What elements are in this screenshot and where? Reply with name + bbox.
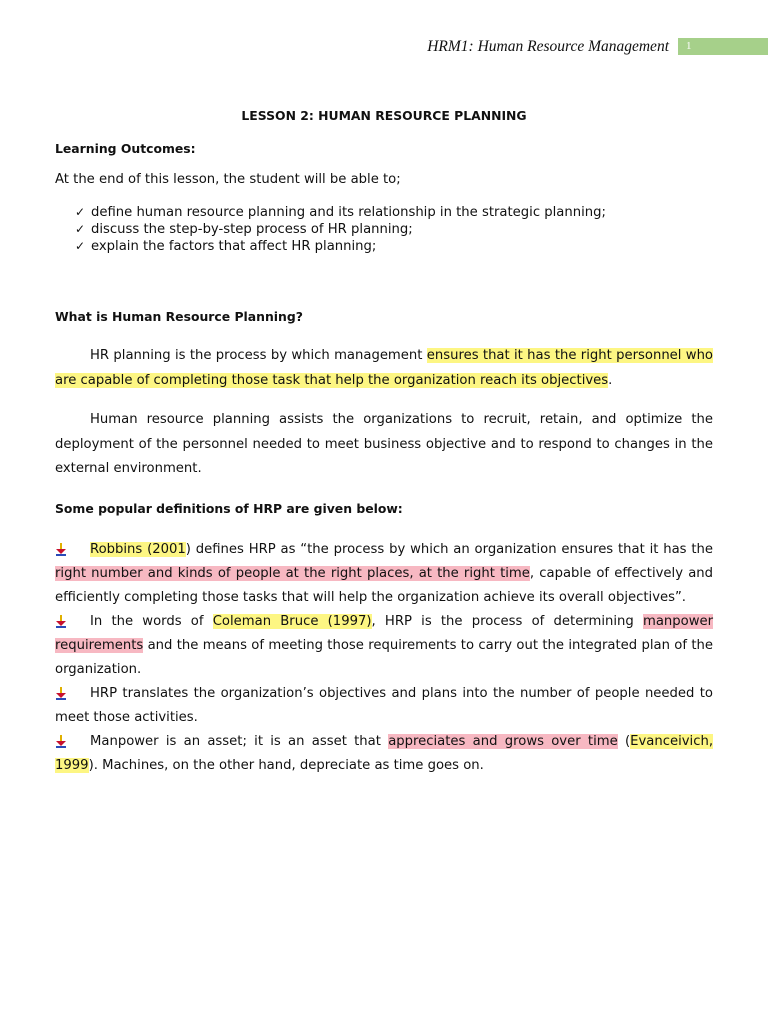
list-item	[75, 204, 606, 221]
learning-outcomes-list	[75, 204, 606, 255]
header-title: HRM1: Human Resource Management	[427, 38, 669, 55]
highlighted-text: Coleman Bruce (1997)	[212, 614, 372, 629]
highlighted-text: manpower requirements	[55, 614, 714, 653]
text-run: ). Machines, on the other hand, depreciate as time goes on.	[88, 758, 484, 773]
page-number: 1	[686, 40, 692, 52]
definition-item-coleman	[55, 610, 713, 682]
text-run: HR planning is the process by which management	[90, 348, 427, 363]
text-run: ) defines HRP as “the process by which an organization ensures that it has the	[185, 542, 713, 557]
highlighted-text: Robbins (2001	[90, 542, 186, 557]
highlighted-text: appreciates and grows over time	[388, 734, 618, 749]
definitions-list	[55, 538, 713, 778]
arrow-bullet-icon	[55, 615, 67, 628]
highlighted-text: right number and kinds of people at the right places, at the right time	[55, 566, 530, 581]
check-icon: ✓	[75, 222, 86, 236]
learning-outcomes-intro: At the end of this lesson, the student will be able to;	[55, 172, 401, 187]
arrow-bullet-icon	[55, 543, 67, 556]
text-run: , capable of effectively and efficiently completing those tasks that will help the organization achieve its overall objectives”.	[55, 566, 713, 605]
arrow-bullet-icon	[55, 687, 67, 700]
list-item-text: define human resource planning and its relationship in the strategic planning;	[91, 205, 606, 220]
text-run: Manpower is an asset; it is an asset that	[90, 734, 389, 749]
definition-item-manpower	[55, 730, 713, 778]
list-item-text: explain the factors that affect HR planning;	[91, 239, 377, 254]
check-icon: ✓	[75, 239, 86, 253]
hrp-purpose-paragraph: Human resource planning assists the organizations to recruit, retain, and optimize the deployment of the personnel needed to meet business objective and to respond to changes in the external environment.	[55, 412, 713, 476]
definition-item-hrp-translates	[55, 682, 713, 730]
definitions-heading: Some popular definitions of HRP are given below:	[55, 501, 403, 516]
text-run: (	[617, 734, 631, 749]
highlighted-text: ensures that it has the right personnel who are capable of completing those task that help the organization reach its objectives	[55, 348, 713, 388]
definition-item-robbins	[55, 538, 713, 610]
text-run: .	[608, 372, 613, 388]
page-number-tab	[678, 38, 768, 55]
text-run: and the means of meeting those requirements to carry out the integrated plan of the organization.	[55, 638, 713, 677]
text-run: , HRP is the process of determining	[371, 614, 643, 629]
highlighted-text: Evanceivich, 1999	[55, 734, 714, 773]
learning-outcomes-heading: Learning Outcomes:	[55, 141, 196, 156]
list-item	[75, 221, 606, 238]
what-is-hrp-heading: What is Human Resource Planning?	[55, 309, 303, 324]
arrow-bullet-icon	[55, 735, 67, 748]
list-item	[75, 238, 606, 255]
list-item-text: discuss the step-by-step process of HR planning;	[91, 222, 413, 237]
hrp-definition-paragraph	[55, 344, 713, 393]
text-run: HRP translates the organization’s objectives and plans into the number of people needed to meet those activities.	[55, 686, 713, 725]
text-run: In the words of	[90, 614, 213, 629]
check-icon: ✓	[75, 205, 86, 219]
lesson-title: LESSON 2: HUMAN RESOURCE PLANNING	[241, 108, 527, 123]
